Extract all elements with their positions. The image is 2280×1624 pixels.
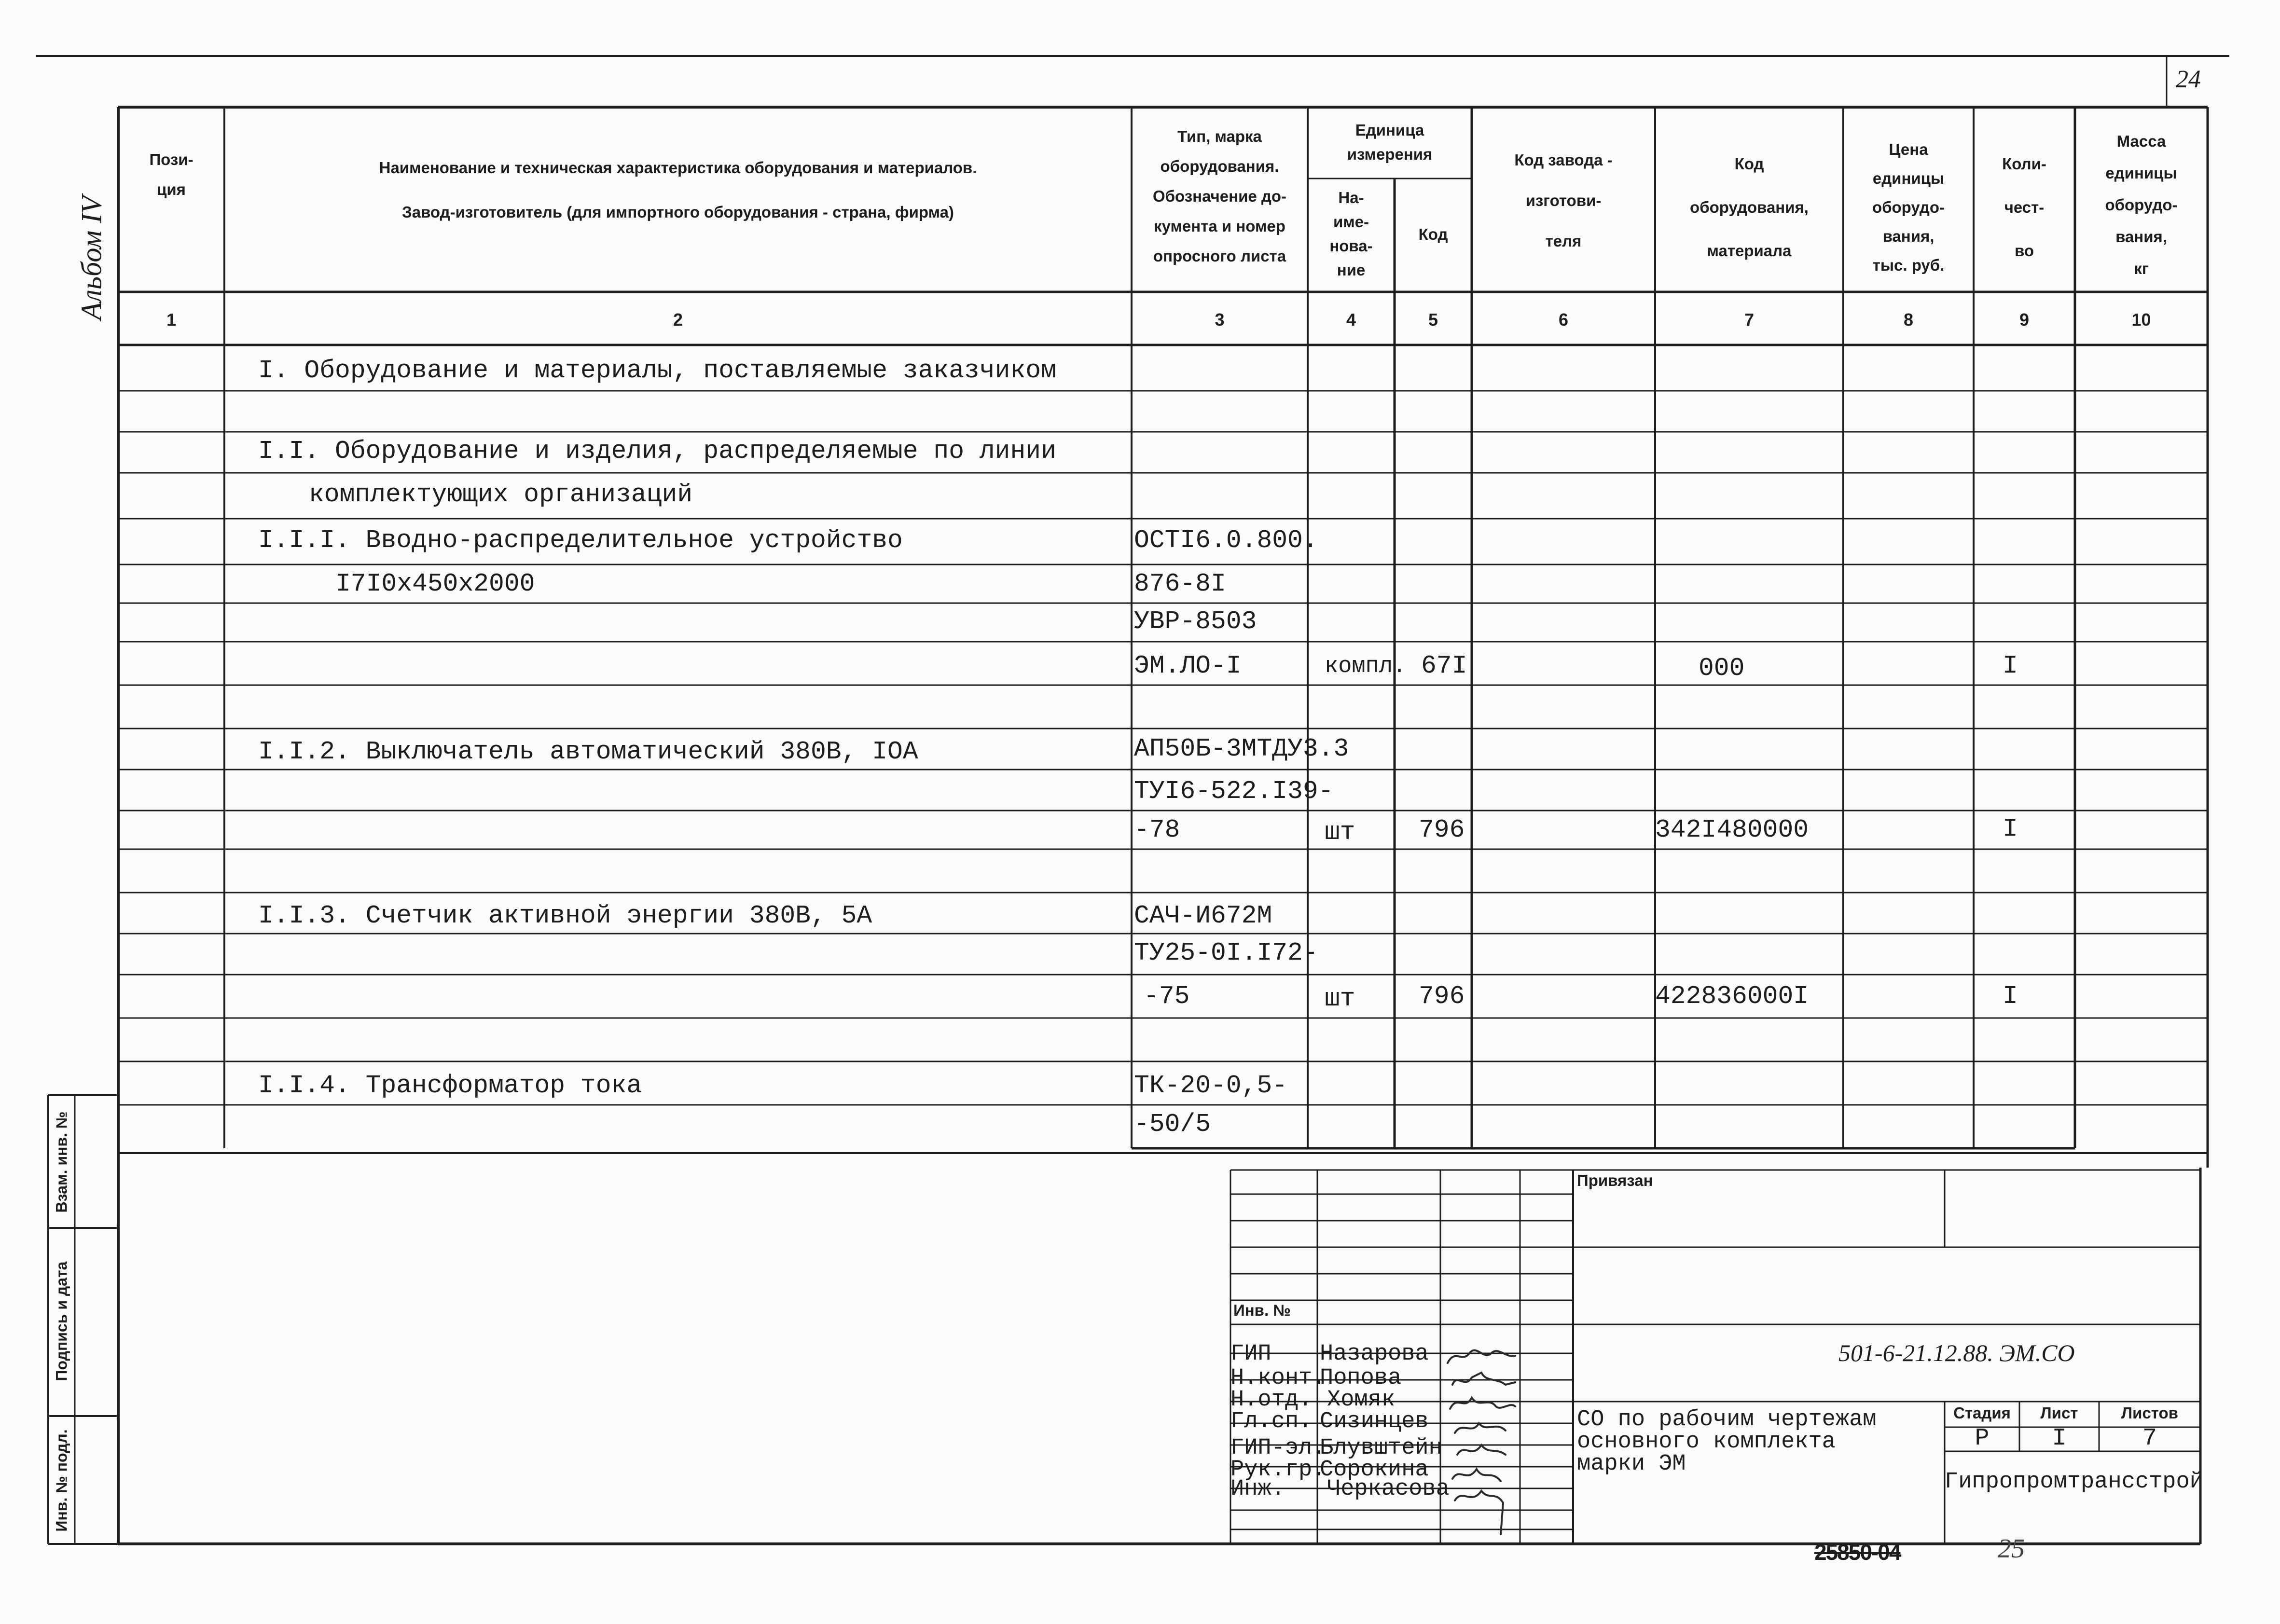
stamp-name-3: Сизинцев bbox=[1320, 1409, 1429, 1434]
col-number-5: 5 bbox=[1428, 310, 1438, 330]
row-item-2-type: АП50Б-3МТДУ3.3 bbox=[1134, 734, 1349, 763]
signature-5 bbox=[1452, 1469, 1501, 1481]
col-number-7: 7 bbox=[1744, 310, 1755, 330]
row-item-2-equip-code: 342I480000 bbox=[1655, 815, 1809, 844]
header-equipment-code: Код оборудования, материала bbox=[1690, 155, 1809, 260]
col-number-2: 2 bbox=[673, 310, 683, 330]
stamp-role-3: Гл.сп. bbox=[1230, 1409, 1313, 1434]
signature-4 bbox=[1457, 1445, 1506, 1455]
row-item-1-qty: I bbox=[2003, 651, 2018, 680]
row-item-2-type-3: -78 bbox=[1134, 815, 1180, 844]
row-item-3-name: I.I.3. Счетчик активной энергии 380В, 5А bbox=[258, 901, 872, 930]
row-item-3-qty: I bbox=[2003, 982, 2018, 1011]
row-item-4-name: I.I.4. Трансформатор тока bbox=[258, 1071, 642, 1100]
stamp-sheets-label: Листов bbox=[2121, 1404, 2178, 1422]
stamp-name-5: Сорокина bbox=[1320, 1457, 1429, 1483]
header-type: Тип, марка оборудования. Обозначение до- кумента и номер опросного листа bbox=[1153, 127, 1286, 265]
row-item-4-type: ТК-20-0,5- bbox=[1134, 1071, 1288, 1100]
header-unit-name: На- име- нова- ние bbox=[1329, 189, 1373, 279]
row-item-2-name: I.I.2. Выключатель автоматический 380В, IOA bbox=[258, 737, 918, 766]
row-item-3-unit: шт bbox=[1325, 984, 1355, 1013]
stamp-role-5: Рук.гр. bbox=[1230, 1457, 1326, 1483]
stamp-role-1: Н.конт. bbox=[1230, 1365, 1326, 1391]
header-unit: Единица измерения bbox=[1347, 121, 1433, 163]
row-item-1-equip-code: 000 bbox=[1699, 654, 1745, 683]
col-number-3: 3 bbox=[1215, 310, 1225, 330]
stamp-stage-label: Стадия bbox=[1953, 1404, 2011, 1422]
row-item-1-type: ОСТI6.0.800. bbox=[1134, 526, 1318, 555]
stamp-name-1: Попова bbox=[1320, 1365, 1402, 1391]
row-item-3-type: САЧ-И672М bbox=[1134, 901, 1272, 930]
bottom-page-number: 25 bbox=[1998, 1534, 2025, 1564]
stamp-tied-label: Привязан bbox=[1577, 1171, 1653, 1189]
row-item-2-type-2: ТУI6-522.I39- bbox=[1134, 777, 1334, 806]
row-item-2-qty: I bbox=[2003, 814, 2018, 843]
album-label: Альбом IV bbox=[75, 195, 108, 320]
bottom-archive-code: 25850-04 bbox=[1814, 1540, 1901, 1565]
stamp-org: Гипропромтрансстрой bbox=[1945, 1469, 2203, 1495]
stamp-sheet: I bbox=[2052, 1425, 2067, 1452]
row-item-2-unit: шт bbox=[1325, 818, 1355, 847]
signature-3 bbox=[1455, 1423, 1506, 1433]
signature-6 bbox=[1455, 1491, 1503, 1534]
row-section-1-1-cont: комплектующих организаций bbox=[309, 480, 693, 509]
col-number-9: 9 bbox=[2019, 310, 2030, 330]
row-item-1-type-3: УВР-8503 bbox=[1134, 607, 1257, 636]
header-qty: Коли- чест- во bbox=[2002, 155, 2046, 260]
side-inv-orig: Инв. № подл. bbox=[53, 1429, 70, 1532]
row-item-1-name: I.I.I. Вводно-распределительное устройство bbox=[258, 526, 903, 555]
col-number-1: 1 bbox=[166, 310, 177, 330]
row-item-3-type-3: -75 bbox=[1144, 982, 1190, 1011]
row-section-1-1: I.I. Оборудование и изделия, распределяемые по линии bbox=[258, 437, 1056, 466]
stamp-role-4: ГИП-эл. bbox=[1230, 1435, 1326, 1461]
stamp-inv-label: Инв. № bbox=[1233, 1301, 1291, 1319]
row-item-3-equip-code: 422836000I bbox=[1655, 982, 1809, 1011]
signature-0 bbox=[1448, 1350, 1515, 1363]
row-item-1-unit-code: 67I bbox=[1421, 651, 1467, 680]
stamp-doc-title: СО по рабочим чертежам основного комплекта марки ЭМ bbox=[1577, 1407, 1877, 1477]
col-number-10: 10 bbox=[2131, 310, 2151, 330]
signature-2 bbox=[1450, 1398, 1515, 1409]
row-item-1-unit: компл. bbox=[1325, 654, 1407, 679]
header-name: Наименование и техническая характеристика оборудования и материалов. Завод-изготовитель (для импортного оборудования - страна, фирма) bbox=[379, 159, 977, 221]
row-item-1-type-4: ЭМ.ЛО-I bbox=[1134, 651, 1242, 680]
stamp-doc-code: 501-6-21.12.88. ЭМ.СО bbox=[1838, 1339, 2075, 1366]
col-number-8: 8 bbox=[1903, 310, 1914, 330]
col-number-6: 6 bbox=[1558, 310, 1569, 330]
stamp-role-6: Инж. bbox=[1230, 1476, 1285, 1502]
col-number-4: 4 bbox=[1346, 310, 1356, 330]
stamp-name-0: Назарова bbox=[1320, 1341, 1429, 1367]
signature-1 bbox=[1452, 1373, 1515, 1385]
stamp-stage: Р bbox=[1975, 1425, 1990, 1452]
row-item-3-type-2: ТУ25-0I.I72- bbox=[1134, 938, 1318, 967]
side-sign-date: Подпись и дата bbox=[53, 1261, 70, 1381]
stamp-name-2: Хомяк bbox=[1327, 1387, 1396, 1413]
row-item-1-size: I7I0x450x2000 bbox=[335, 569, 535, 598]
header-price: Цена единицы оборудо- вания, тыс. руб. bbox=[1872, 140, 1945, 274]
row-section-1: I. Оборудование и материалы, поставляемые заказчиком bbox=[258, 356, 1056, 385]
row-item-3-unit-code: 796 bbox=[1419, 982, 1465, 1011]
stamp-sheets: 7 bbox=[2142, 1425, 2157, 1452]
stamp-role-0: ГИП bbox=[1230, 1341, 1271, 1367]
side-inv-repl: Взам. инв. № bbox=[53, 1111, 70, 1213]
header-factory-code: Код завода - изготови- теля bbox=[1514, 151, 1613, 250]
stamp-name-6: Черкасова bbox=[1327, 1476, 1450, 1502]
header-position: Пози- ция bbox=[149, 151, 193, 198]
stamp-signatures bbox=[1443, 1344, 1520, 1546]
row-item-4-type-2: -50/5 bbox=[1134, 1110, 1211, 1139]
sheet-number: 24 bbox=[2176, 66, 2201, 93]
stamp-role-2: Н.отд. bbox=[1230, 1387, 1313, 1413]
stamp-sheet-label: Лист bbox=[2040, 1404, 2078, 1422]
stamp-name-4: Блувштейн bbox=[1320, 1435, 1442, 1461]
header-mass: Масса единицы оборудо- вания, кг bbox=[2105, 132, 2178, 277]
header-unit-code: Код bbox=[1418, 225, 1448, 243]
row-item-1-type-2: 876-8I bbox=[1134, 569, 1226, 598]
row-item-2-unit-code: 796 bbox=[1419, 815, 1465, 844]
